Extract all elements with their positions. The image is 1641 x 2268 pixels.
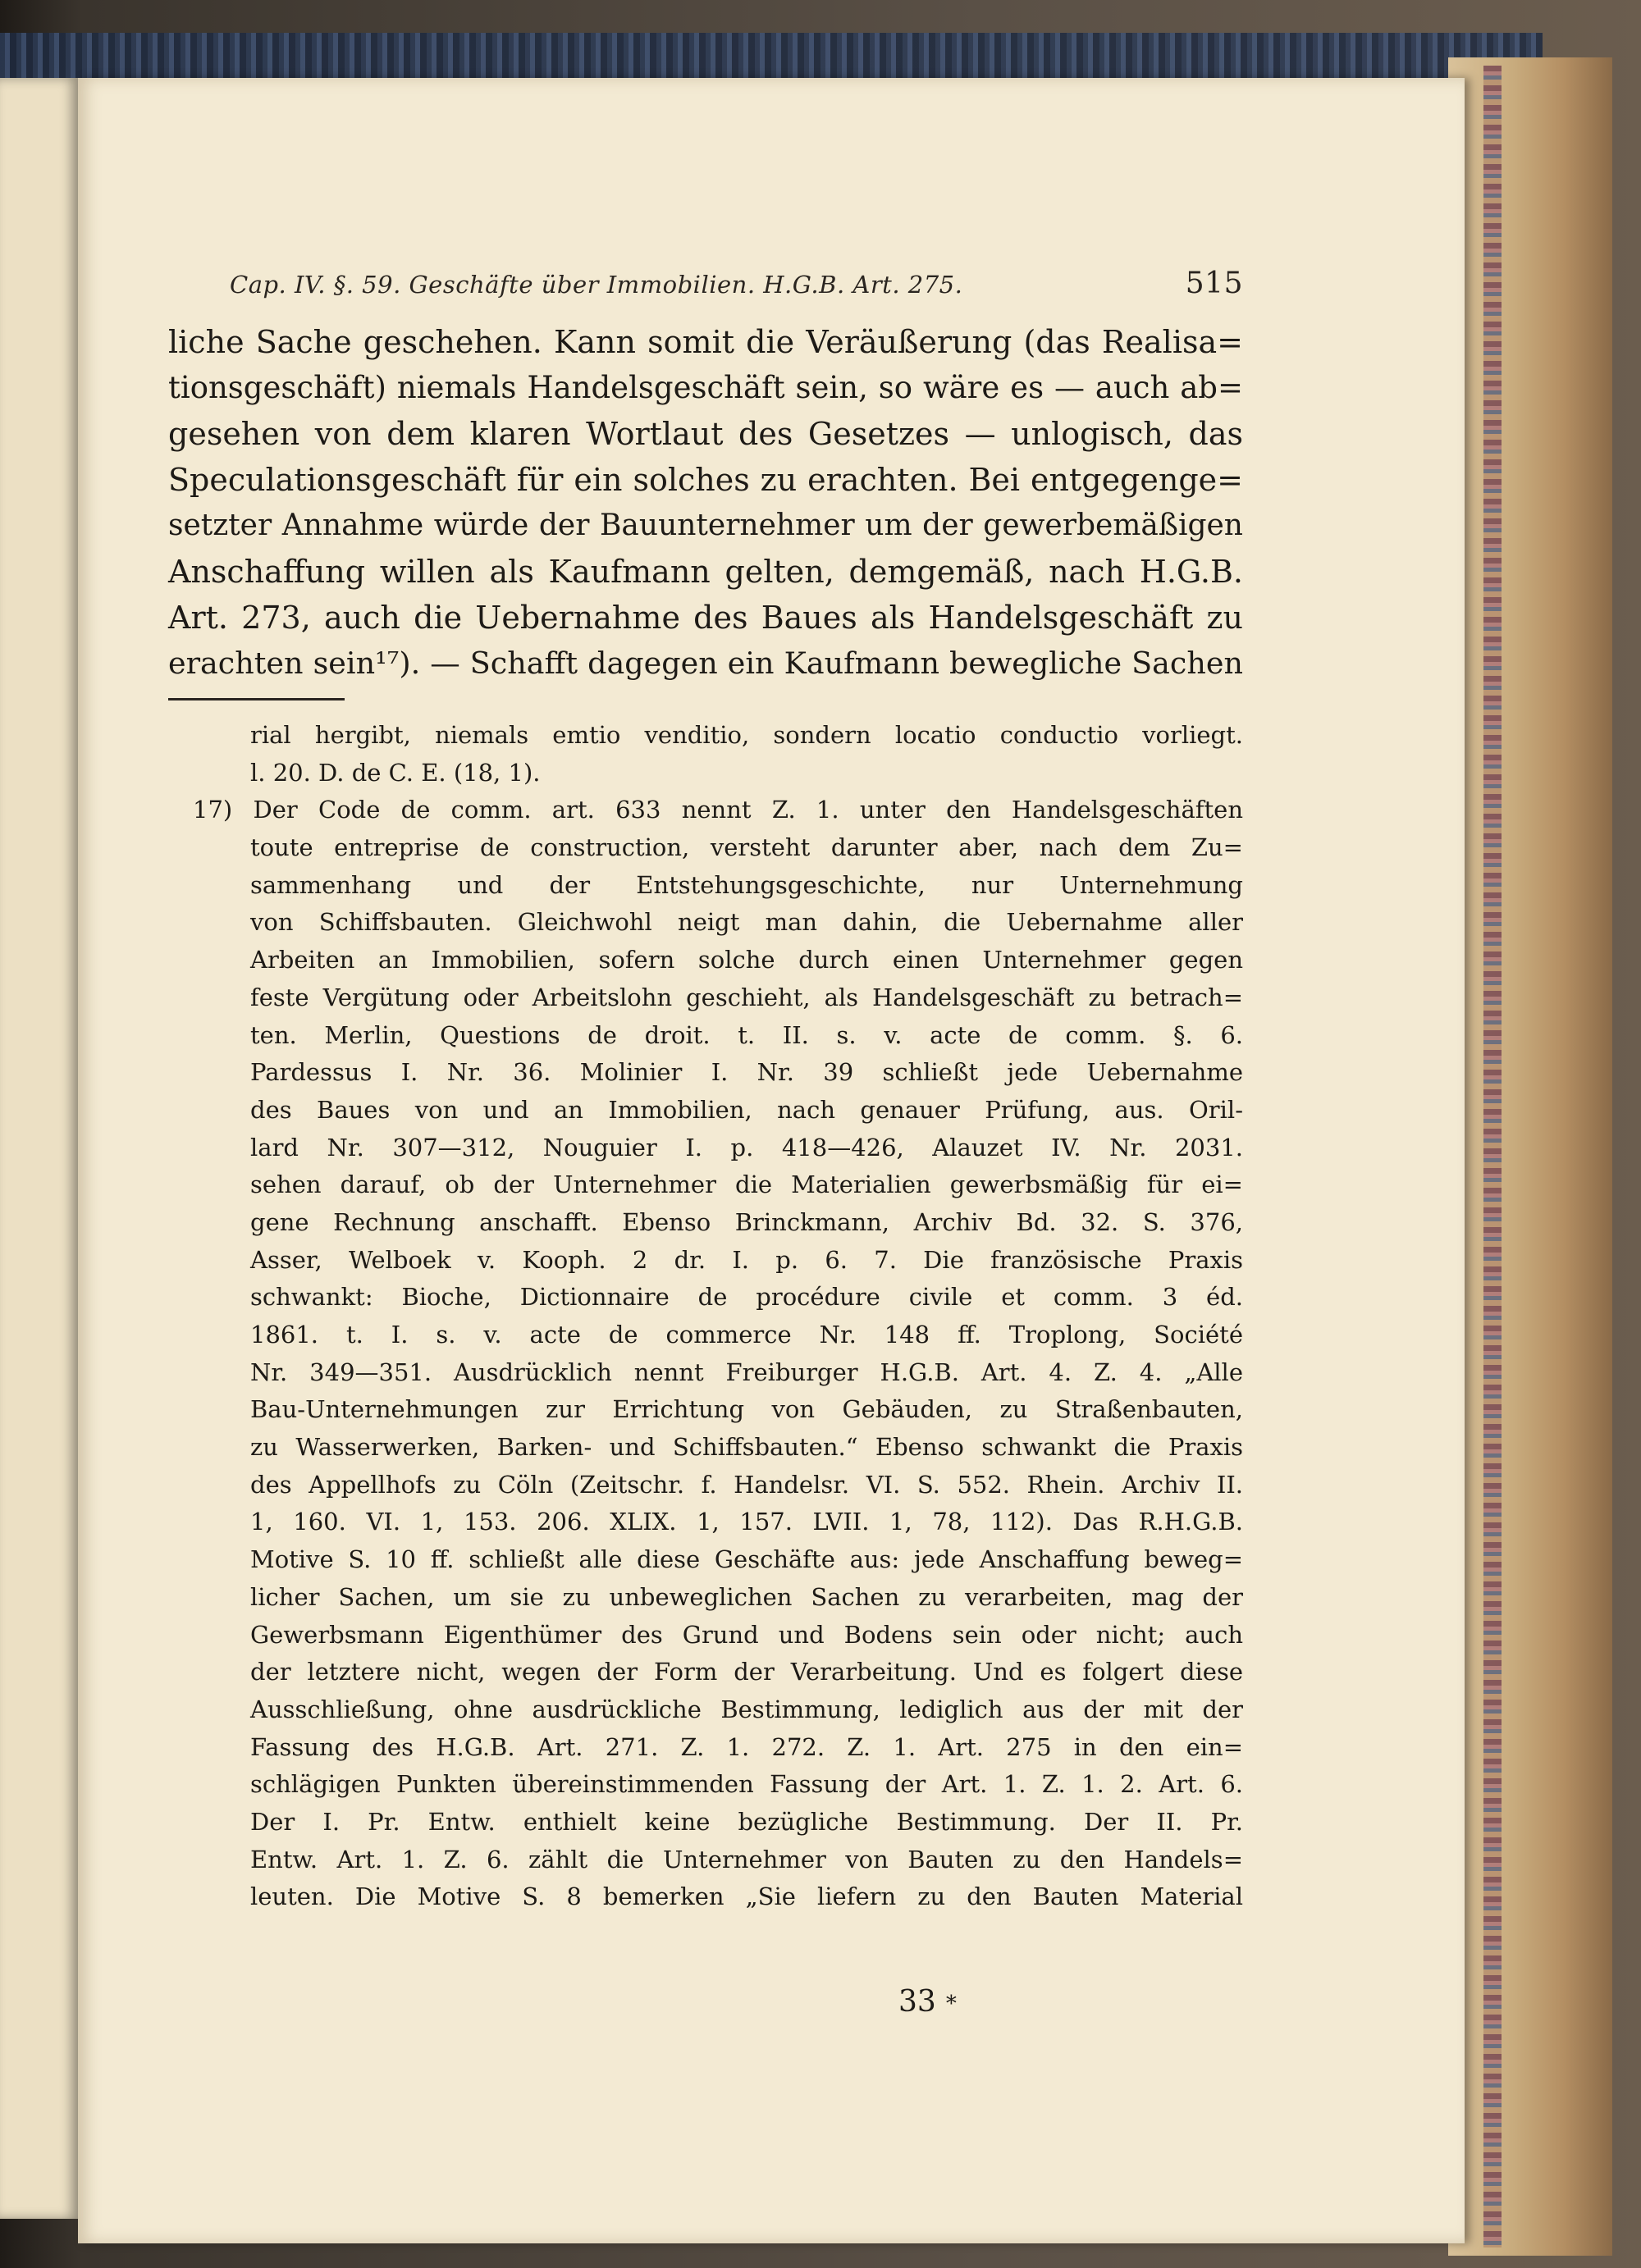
body-text <box>168 319 1243 687</box>
running-head-title: Cap. IV. §. 59. Geschäfte über Immobilien. H.G.B. Art. 275. <box>230 271 963 299</box>
footnote-line: Arbeiten an Immobilien, sofern solche durch einen Unternehmer gegen <box>250 946 1243 974</box>
body-line: tionsgeschäft) niemals Handelsgeschäft sein, so wäre es — auch ab= <box>168 370 1243 405</box>
signature-star: * <box>945 1992 957 2016</box>
footnote-line: Entw. Art. 1. Z. 6. zählt die Unternehmer von Bauten zu den Handels= <box>250 1845 1243 1873</box>
footnote-line: rial hergibt, niemals emtio venditio, sondern locatio conductio vorliegt. <box>250 721 1243 749</box>
footnote-line: lard Nr. 307—312, Nouguier I. p. 418—426, Alauzet IV. Nr. 2031. <box>250 1133 1243 1161</box>
footnote-line: schwankt: Bioche, Dictionnaire de procédure civile et comm. 3 éd. <box>250 1283 1243 1312</box>
footnote-line: 1, 160. VI. 1, 153. 206. XLIX. 1, 157. LVII. 1, 78, 112). Das R.H.G.B. <box>250 1508 1243 1536</box>
footnote-line: gene Rechnung anschafft. Ebenso Brinckmann, Archiv Bd. 32. S. 376, <box>250 1207 1243 1236</box>
running-head <box>230 267 1243 319</box>
footnote-line: ten. Merlin, Questions de droit. t. II. s. v. acte de comm. §. 6. <box>250 1020 1243 1049</box>
footnote-line: sehen darauf, ob der Unternehmer die Materialien gewerbsmäßig für ei= <box>250 1171 1243 1199</box>
footnote-line: leuten. Die Motive S. 8 bemerken „Sie liefern zu den Bauten Material <box>250 1882 1243 1911</box>
footnote-line: zu Wasserwerken, Barken- und Schiffsbauten.“ Ebenso schwankt die Praxis <box>250 1433 1243 1462</box>
footnote-line: Der I. Pr. Entw. enthielt keine bezügliche Bestimmung. Der II. Pr. <box>250 1807 1243 1836</box>
body-line: erachten sein¹⁷). — Schafft dagegen ein Kaufmann bewegliche Sachen <box>168 646 1243 681</box>
signature-number: 33 <box>898 1985 936 2019</box>
footnote-line: sammenhang und der Entstehungsgeschichte, nur Unternehmung <box>250 870 1243 899</box>
footnote-line: Asser, Welboek v. Kooph. 2 dr. I. p. 6. 7. Die französische Praxis <box>250 1245 1243 1274</box>
footnote-line: Pardessus I. Nr. 36. Molinier I. Nr. 39 schließt jede Uebernahme <box>250 1058 1243 1087</box>
footnote-line: 17) Der Code de comm. art. 633 nennt Z. 1. unter den Handelsgeschäften <box>193 796 1243 824</box>
footnote-line: Nr. 349—351. Ausdrücklich nennt Freiburger H.G.B. Art. 4. Z. 4. „Alle <box>250 1358 1243 1386</box>
body-line: liche Sache geschehen. Kann somit die Veräußerung (das Realisa= <box>168 324 1243 360</box>
body-line: Anschaffung willen als Kaufmann gelten, demgemäß, nach H.G.B. <box>168 554 1243 590</box>
footnote-line: Ausschließung, ohne ausdrückliche Bestimmung, lediglich aus der mit der <box>250 1695 1243 1723</box>
body-line: gesehen von dem klaren Wortlaut des Gesetzes — unlogisch, das <box>168 416 1243 452</box>
footnote-line: feste Vergütung oder Arbeitslohn geschieht, als Handelsgeschäft zu betrach= <box>250 983 1243 1011</box>
footnote-separator <box>168 698 345 700</box>
footnote-line: von Schiffsbauten. Gleichwohl neigt man dahin, die Uebernahme aller <box>250 908 1243 937</box>
footnote-line: Gewerbsmann Eigenthümer des Grund und Bodens sein oder nicht; auch <box>250 1620 1243 1649</box>
footnote-line: Fassung des H.G.B. Art. 271. Z. 1. 272. Z. 1. Art. 275 in den ein= <box>250 1732 1243 1761</box>
page-number: 515 <box>1185 267 1243 300</box>
footnote-line: licher Sachen, um sie zu unbeweglichen Sachen zu verarbeiten, mag der <box>250 1582 1243 1611</box>
body-line: setzter Annahme würde der Bauunternehmer um der gewerbemäßigen <box>168 509 1243 542</box>
footnote-line: toute entreprise de construction, versteht darunter aber, nach dem Zu= <box>250 833 1243 862</box>
text-block <box>168 267 1243 1916</box>
footnote-line: der letztere nicht, wegen der Form der Verarbeitung. Und es folgert diese <box>250 1658 1243 1686</box>
footnote-line: l. 20. D. de C. E. (18, 1). <box>250 758 541 787</box>
footnote-line: Motive S. 10 ff. schließt alle diese Geschäfte aus: jede Anschaffung beweg= <box>250 1545 1243 1574</box>
footnote-line: schlägigen Punkten übereinstimmenden Fassung der Art. 1. Z. 1. 2. Art. 6. <box>250 1770 1243 1799</box>
footnotes <box>168 717 1243 1916</box>
facing-page-edge <box>0 78 78 2219</box>
footnote-line: des Baues von und an Immobilien, nach genauer Prüfung, aus. Oril- <box>250 1095 1243 1124</box>
page-stack-edge <box>1448 57 1612 2256</box>
body-line: Art. 273, auch die Uebernahme des Baues als Handelsgeschäft zu <box>168 600 1243 636</box>
book-page <box>78 78 1465 2243</box>
footnote-line: Bau-Unternehmungen zur Errichtung von Gebäuden, zu Straßenbauten, <box>250 1395 1243 1424</box>
body-line: Speculationsgeschäft für ein solches zu erachten. Bei entgegenge= <box>168 462 1243 498</box>
signature-mark <box>898 1985 1063 2019</box>
footnote-line: 1861. t. I. s. v. acte de commerce Nr. 148 ff. Troplong, Société <box>250 1321 1243 1348</box>
marbled-edge <box>1483 66 1502 2247</box>
footnote-line: des Appellhofs zu Cöln (Zeitschr. f. Handelsr. VI. S. 552. Rhein. Archiv II. <box>250 1470 1243 1499</box>
